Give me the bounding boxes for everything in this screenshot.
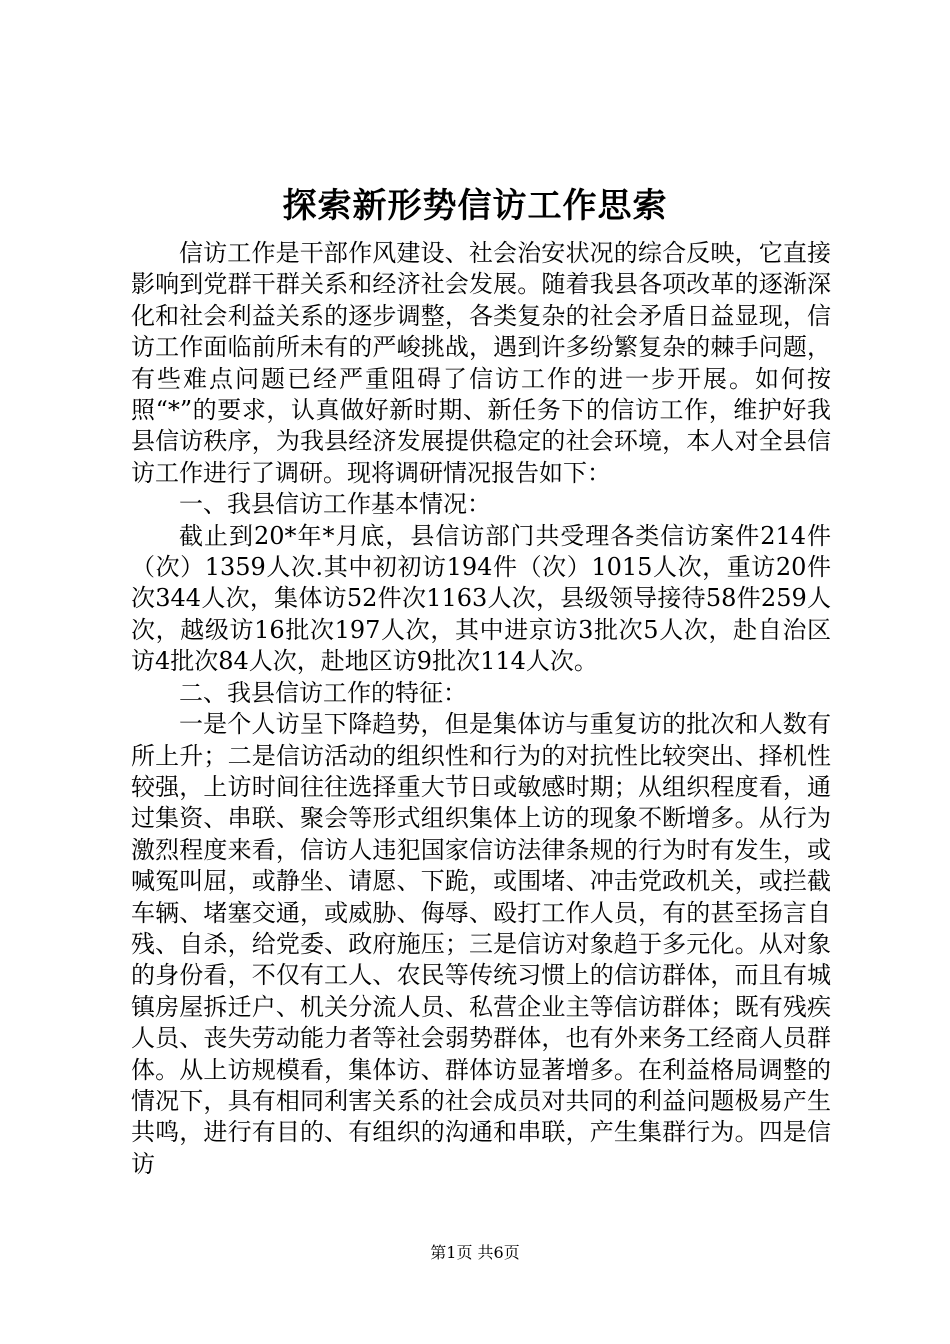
page-title: 探索新形势信访工作思索 [282,186,668,226]
paragraph-characteristics: 一是个人访呈下降趋势，但是集体访与重复访的批次和人数有所上升；二是信访活动的组织性和行为的对抗性比较突出、择机性较强，上访时间往往选择重大节日或敏感时期；从组织程度看，通过集资、串联、聚会等形式组织集体上访的现象不断增多。从行为激烈程度来看，信访人违犯国家信访法律条规的行为时有发生，或喊冤叫屈，或静坐、请愿、下跪，或围堵、冲击党政机关，或拦截车辆、堵塞交通，或威胁、侮辱、殴打工作人员，有的甚至扬言自残、自杀，给党委、政府施压；三是信访对象趋于多元化。从对象的身份看，不仅有工人、农民等传统习惯上的信访群体，而且有城镇房屋拆迁户、机关分流人员、私营企业主等信访群体；既有残疾人员、丧失劳动能力者等社会弱势群体，也有外来务工经商人员群体。从上访规模看，集体访、群体访显著增多。在利益格局调整的情况下，具有相同利害关系的社会成员对共同的利益问题极易产生共鸣，进行有目的、有组织的沟通和串联，产生集群行为。四是信访 [131,710,831,1178]
paragraph-intro: 信访工作是干部作风建设、社会治安状况的综合反映，它直接影响到党群干群关系和经济社会发展。随着我县各项改革的逐渐深化和社会利益关系的逐步调整，各类复杂的社会矛盾日益显现，信访工作面临前所未有的严峻挑战，遇到许多纷繁复杂的棘手问题，有些难点问题已经严重阻碍了信访工作的进一步开展。如何按照“*”的要求，认真做好新时期、新任务下的信访工作，维护好我县信访秩序，为我县经济发展提供稳定的社会环境，本人对全县信访工作进行了调研。现将调研情况报告如下： [131,239,831,487]
document-body [131,238,831,1180]
section-heading-characteristics: 二、我县信访工作的特征： [179,678,467,707]
page-number-footer: 第1页 共6页 [430,1243,520,1262]
paragraph-statistics: 截止到20*年*月底，县信访部门共受理各类信访案件214件（次）1359人次.其中初初访194件（次）1015人次，重访20件次344人次，集体访52件次1163人次，县级领导接待58件259人次，越级访16批次197人次，其中进京访3批次5人次，赴自治区访4批次84人次，赴地区访9批次114人次。 [131,521,831,676]
section-heading-basic-situation: 一、我县信访工作基本情况： [179,490,491,519]
